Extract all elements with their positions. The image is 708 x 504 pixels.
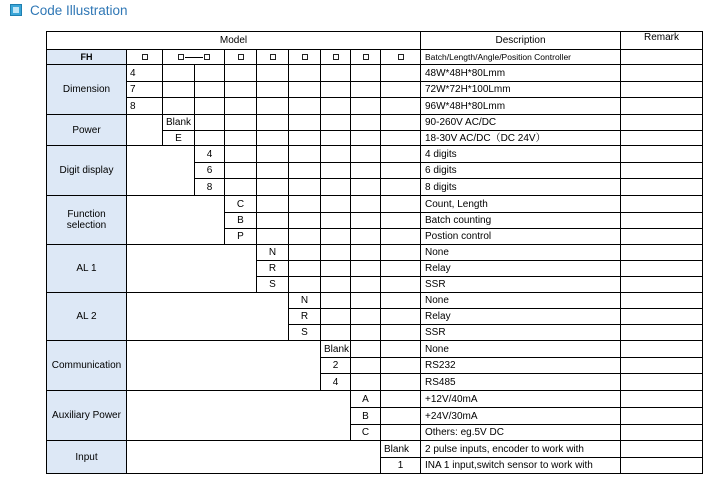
option-description-text: 90-260V AC/DC [425,117,497,128]
remark-cell [620,228,702,244]
empty-cell [224,162,256,178]
option-description-text: RS232 [425,360,456,371]
option-description-text: SSR [425,279,446,290]
option-description-text: Relay [425,263,451,274]
option-description-text: Postion control [425,231,492,242]
option-description-text: Count, Length [425,198,488,210]
option-code [256,260,288,276]
remark-cell [620,357,702,373]
dash-icon [185,57,203,58]
group-label [46,244,126,292]
option-code-text: 8 [206,181,213,193]
empty-cell [256,97,288,114]
model-code-slot [162,49,224,64]
remark-cell [620,308,702,324]
empty-cell [256,81,288,97]
remark-cell [620,457,702,473]
empty-cell [350,97,380,114]
remark-cell [620,324,702,340]
empty-cell [256,212,288,228]
option-code-text: Blank [324,343,350,355]
empty-cell [380,260,420,276]
option-code-text: 1 [397,460,404,471]
slot-box-icon [302,54,308,60]
empty-block [126,195,224,244]
empty-cell [256,114,288,130]
empty-cell [380,195,420,212]
empty-cell [380,145,420,162]
empty-cell [380,390,420,407]
option-code [126,64,162,81]
group-label-text: Function selection [66,209,107,231]
option-code-text: N [300,295,309,306]
option-description-text: None [425,247,449,258]
empty-cell [380,424,420,440]
remark-cell [620,212,702,228]
option-description [420,260,620,276]
model-code-slot [224,49,256,64]
empty-cell [256,162,288,178]
group-label-text: Auxiliary Power [52,410,121,421]
col-header-model-text: Model [219,35,248,46]
empty-cell [350,81,380,97]
empty-cell [256,228,288,244]
option-description [420,357,620,373]
empty-cell [288,228,320,244]
empty-cell [320,130,350,145]
group-label [46,64,126,114]
model-remark [620,49,702,64]
empty-cell [288,195,320,212]
option-code [288,292,320,308]
empty-cell [224,130,256,145]
remark-cell [620,145,702,162]
option-description [420,145,620,162]
option-description [420,276,620,292]
option-description-text: 96W*48H*80Lmm [425,100,506,112]
empty-cell [288,81,320,97]
slot-box-icon [178,54,184,60]
empty-cell [320,292,350,308]
empty-cell [194,81,224,97]
empty-cell [194,130,224,145]
option-description [420,97,620,114]
option-description [420,390,620,407]
option-code [320,357,350,373]
empty-cell [288,178,320,195]
remark-cell [620,195,702,212]
empty-cell [320,228,350,244]
option-code-text: P [237,231,244,242]
empty-cell [320,81,350,97]
option-code-text: S [301,327,308,338]
model-code-slot [288,49,320,64]
empty-cell [380,81,420,97]
empty-cell [350,244,380,260]
option-description [420,308,620,324]
slot-box-icon [204,54,210,60]
section-title: Code Illustration [30,2,128,18]
group-label [46,440,126,473]
empty-cell [320,276,350,292]
option-description-text: 18-30V AC/DC（DC 24V） [425,132,546,144]
empty-cell [288,130,320,145]
group-label-text: AL 2 [76,311,97,322]
empty-block [126,390,350,440]
option-description [420,81,620,97]
remark-cell [620,178,702,195]
option-description [420,244,620,260]
option-description-text: Others: eg.5V DC [425,427,504,438]
option-code-text: Blank [166,117,192,128]
option-description [420,407,620,424]
option-description-text: 48W*48H*80Lmm [425,67,506,79]
option-code-text: 6 [206,165,213,176]
empty-cell [350,260,380,276]
option-description [420,440,620,457]
empty-cell [320,308,350,324]
empty-cell [350,145,380,162]
slot-box-icon [270,54,276,60]
option-description-text: +12V/40mA [425,393,478,405]
option-code [224,212,256,228]
group-label [46,390,126,440]
empty-cell [380,212,420,228]
option-code [256,244,288,260]
empty-cell [380,308,420,324]
model-code-slot [380,49,420,64]
empty-block [126,114,162,145]
option-description [420,457,620,473]
option-code-text: C [361,427,370,438]
empty-cell [288,260,320,276]
remark-cell [620,276,702,292]
option-description-text: SSR [425,327,446,338]
empty-cell [288,145,320,162]
option-description [420,373,620,390]
empty-cell [380,228,420,244]
option-description-text: +24V/30mA [425,410,478,422]
empty-cell [380,244,420,260]
group-label-text: AL 1 [76,263,97,274]
option-code [224,195,256,212]
remark-cell [620,114,702,130]
remark-cell [620,162,702,178]
group-label-text: Dimension [62,84,111,95]
option-code-text: R [300,311,309,322]
model-description [420,49,620,64]
option-code-text: 4 [206,148,213,160]
slot-box-icon [398,54,404,60]
option-description-text: 2 pulse inputs, encoder to work with [425,443,584,455]
option-code-text: Blank [384,443,410,455]
empty-cell [194,64,224,81]
option-code-text: R [268,263,277,274]
col-header-remark-text: Remark [643,32,679,43]
option-code-text: A [362,393,369,405]
empty-cell [350,195,380,212]
empty-cell [320,64,350,81]
group-label-text: Input [75,451,98,463]
option-description-text: None [425,295,449,306]
empty-cell [380,340,420,357]
option-description-text: Batch counting [425,215,492,226]
option-description-text: RS485 [425,376,456,388]
empty-cell [350,162,380,178]
empty-cell [256,130,288,145]
empty-cell [320,195,350,212]
option-code-text: N [268,247,277,258]
option-code [380,440,420,457]
slot-box-icon [363,54,369,60]
option-code-text: E [175,132,182,144]
model-description-text: Batch/Length/Angle/Position Controller [425,51,572,62]
empty-cell [224,114,256,130]
empty-cell [320,212,350,228]
empty-cell [350,178,380,195]
group-label [46,114,126,145]
remark-cell [620,424,702,440]
option-code [380,457,420,473]
option-description-text: INA 1 input,switch sensor to work with [425,460,593,471]
remark-cell [620,260,702,276]
option-code-text: C [236,198,245,210]
empty-cell [380,357,420,373]
empty-cell [256,64,288,81]
model-code-slot [126,49,162,64]
remark-cell [620,244,702,260]
option-description [420,292,620,308]
option-code [224,228,256,244]
slot-box-icon [333,54,339,60]
remark-cell [620,373,702,390]
option-code [162,130,194,145]
empty-cell [320,97,350,114]
group-label [46,195,126,244]
option-description [420,195,620,212]
option-description [420,212,620,228]
group-label-text: Communication [51,360,122,371]
option-code [162,114,194,130]
empty-cell [288,162,320,178]
option-code [194,145,224,162]
remark-cell [620,390,702,407]
empty-cell [380,130,420,145]
option-code-text: B [362,410,369,422]
empty-cell [380,162,420,178]
option-code [350,390,380,407]
empty-cell [224,178,256,195]
option-code [350,407,380,424]
empty-cell [380,114,420,130]
empty-cell [320,145,350,162]
option-code [194,162,224,178]
remark-cell [620,81,702,97]
option-description [420,228,620,244]
empty-cell [256,145,288,162]
group-label-text: Digit display [59,165,114,176]
option-description-text: None [425,343,449,355]
group-label [46,292,126,340]
col-header-remark [620,31,702,49]
empty-cell [350,228,380,244]
empty-cell [288,114,320,130]
empty-cell [350,212,380,228]
empty-cell [320,162,350,178]
model-code-slot [350,49,380,64]
slot-box-icon [238,54,244,60]
empty-cell [350,373,380,390]
empty-cell [380,324,420,340]
option-description-text: 4 digits [425,148,457,160]
remark-cell [620,407,702,424]
empty-cell [380,178,420,195]
group-label [46,145,126,195]
empty-block [126,440,380,473]
empty-cell [162,81,194,97]
table-border-right [702,31,703,474]
empty-cell [380,292,420,308]
option-code-text: S [269,279,276,290]
empty-cell [350,357,380,373]
empty-cell [162,97,194,114]
empty-cell [224,145,256,162]
option-code-text: 7 [130,84,136,95]
option-code-text: 4 [332,376,339,388]
empty-cell [320,260,350,276]
option-code [194,178,224,195]
empty-cell [256,195,288,212]
remark-cell [620,340,702,357]
remark-cell [620,97,702,114]
empty-cell [288,276,320,292]
model-code-slot [256,49,288,64]
empty-cell [350,324,380,340]
empty-cell [350,292,380,308]
option-code [288,308,320,324]
option-description [420,424,620,440]
empty-cell [256,178,288,195]
group-label-text: Power [72,124,101,136]
option-description [420,340,620,357]
empty-cell [350,130,380,145]
remark-cell [620,64,702,81]
option-code-text: B [237,215,244,226]
option-code [320,373,350,390]
col-header-model [46,31,420,49]
option-code [256,276,288,292]
empty-cell [380,407,420,424]
empty-cell [162,64,194,81]
empty-block [126,340,320,390]
empty-cell [350,114,380,130]
slot-box-icon [142,54,148,60]
option-description [420,130,620,145]
empty-cell [380,276,420,292]
empty-cell [380,64,420,81]
option-code [320,340,350,357]
group-label [46,340,126,390]
option-code-text: 4 [130,67,136,79]
empty-cell [288,244,320,260]
empty-cell [320,244,350,260]
table-border-bottom [46,473,703,474]
empty-cell [320,324,350,340]
option-description [420,162,620,178]
empty-cell [350,276,380,292]
empty-cell [288,64,320,81]
option-description [420,178,620,195]
empty-cell [194,114,224,130]
option-code-text: 2 [332,360,339,371]
option-code [288,324,320,340]
option-description [420,114,620,130]
empty-cell [350,64,380,81]
empty-cell [350,308,380,324]
option-description-text: 8 digits [425,181,457,193]
empty-block [126,292,288,340]
empty-cell [288,212,320,228]
empty-cell [320,114,350,130]
option-code [126,97,162,114]
empty-cell [224,97,256,114]
col-header-description [420,31,620,49]
empty-cell [288,97,320,114]
empty-cell [194,97,224,114]
remark-cell [620,292,702,308]
col-header-description-text: Description [495,35,546,46]
remark-cell [620,130,702,145]
model-prefix-text: FH [80,51,93,62]
option-description-text: Relay [425,311,451,322]
empty-cell [380,373,420,390]
option-description [420,324,620,340]
option-code-text: 8 [130,100,136,112]
empty-cell [224,64,256,81]
empty-cell [350,340,380,357]
option-code [126,81,162,97]
empty-block [126,145,194,195]
model-prefix [46,49,126,64]
model-code-slot [320,49,350,64]
option-description-text: 6 digits [425,165,457,176]
option-code [350,424,380,440]
option-description-text: 72W*72H*100Lmm [425,84,511,95]
empty-cell [320,178,350,195]
remark-cell [620,440,702,457]
empty-block [126,244,256,292]
empty-cell [380,97,420,114]
empty-cell [224,81,256,97]
option-description [420,64,620,81]
